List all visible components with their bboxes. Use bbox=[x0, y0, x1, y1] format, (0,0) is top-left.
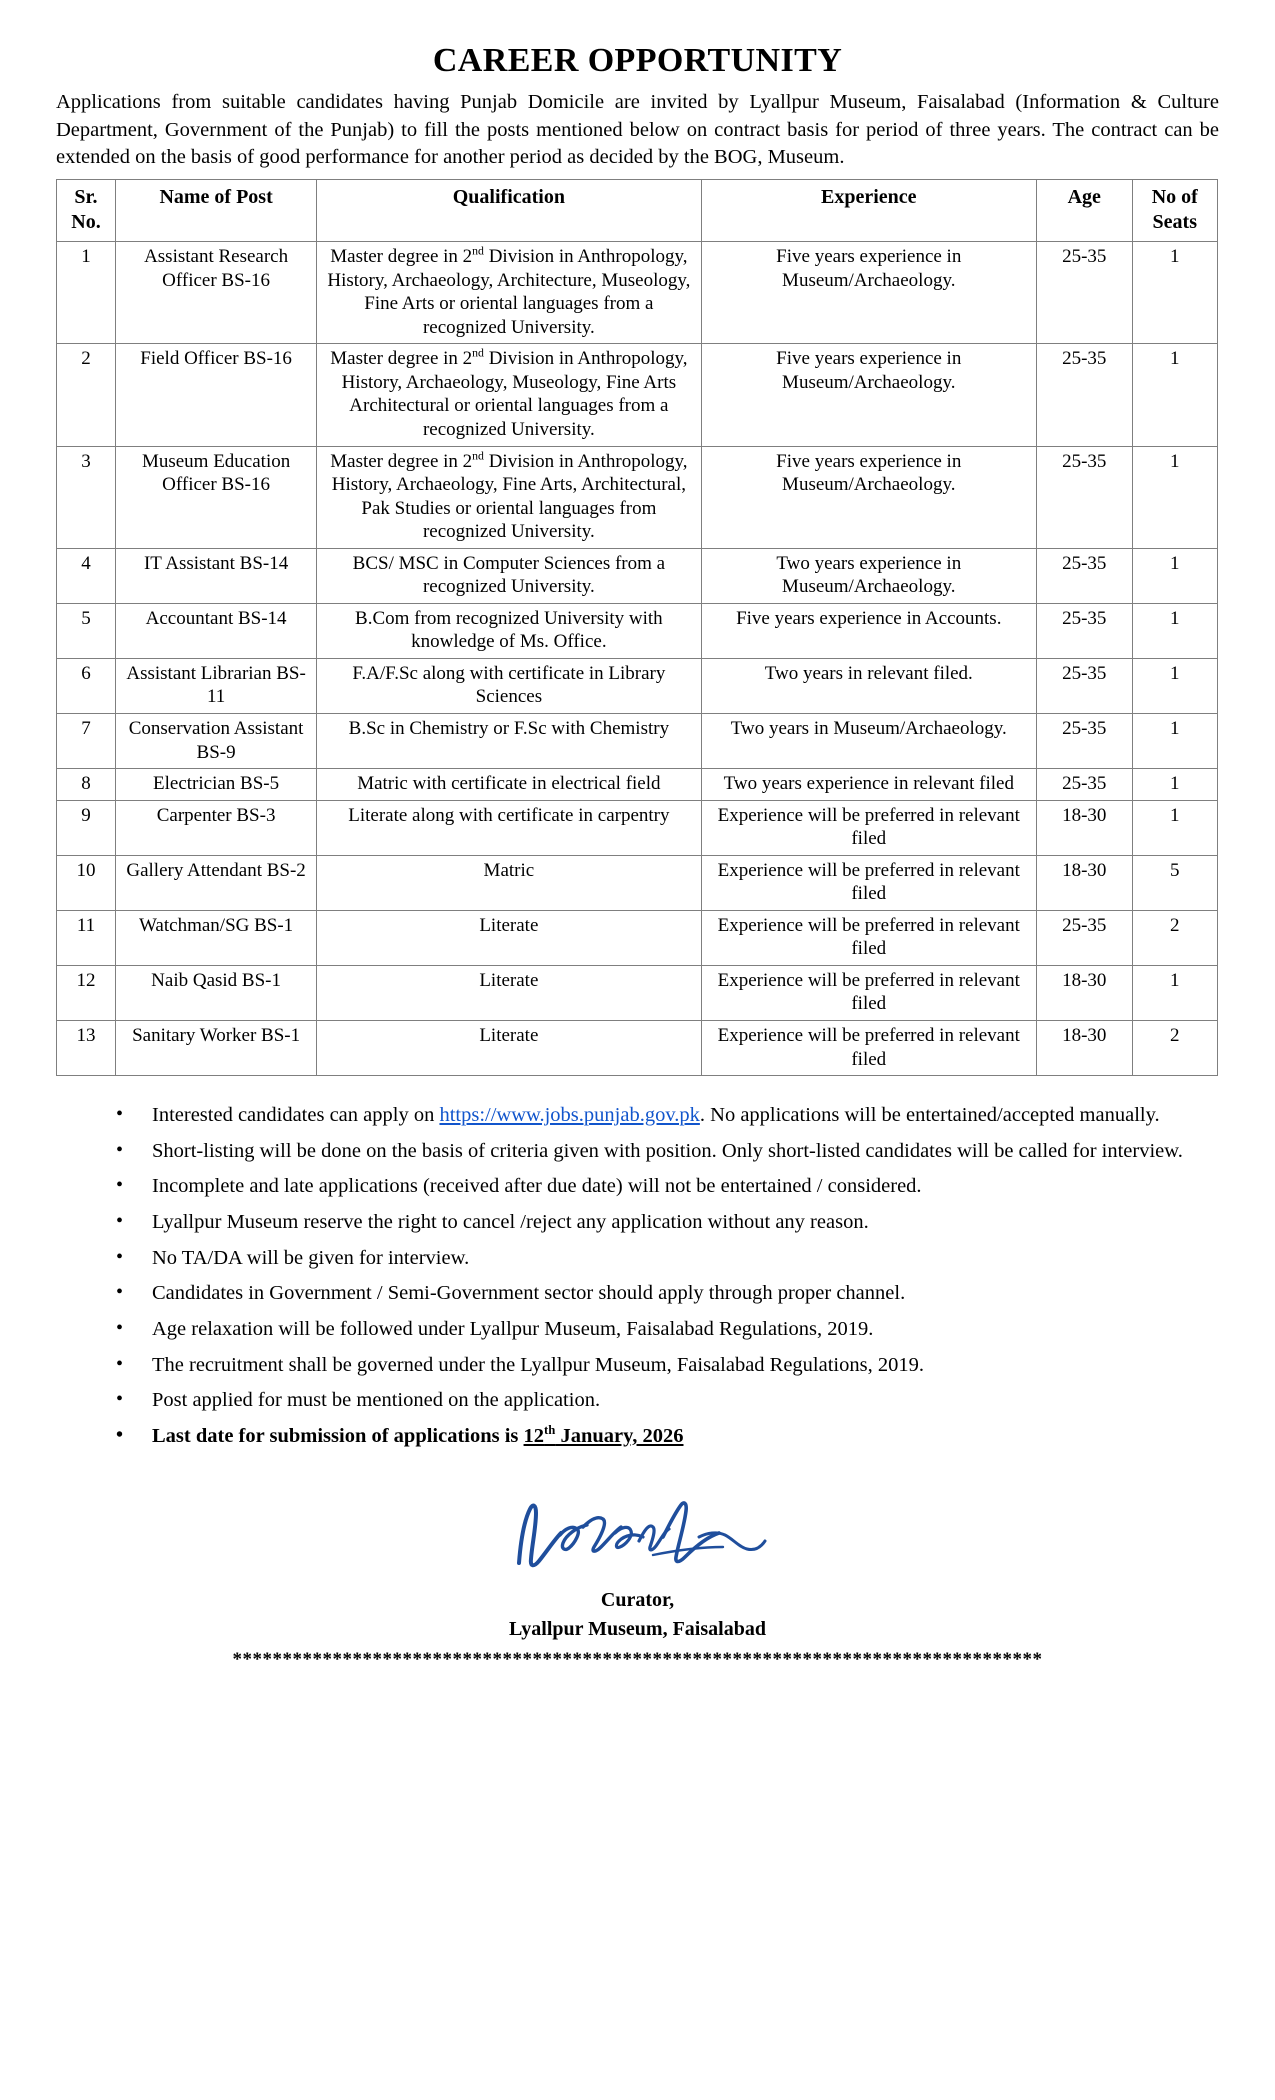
cell-qualification bbox=[317, 344, 701, 446]
sr-no-line-2: No. bbox=[71, 210, 101, 233]
cell-experience: Five years experience in Museum/Archaeology. bbox=[701, 344, 1036, 446]
cell-no-of-seats: 1 bbox=[1132, 603, 1217, 658]
cell-no-of-seats: 1 bbox=[1132, 769, 1217, 801]
signature-block bbox=[48, 1493, 1227, 1643]
qualification-ordinal: nd bbox=[472, 244, 484, 258]
cell-qualification: Literate bbox=[317, 910, 701, 965]
last-date-day: 12 bbox=[523, 1425, 545, 1448]
cell-sr-no: 8 bbox=[57, 769, 116, 801]
cell-name-of-post: Assistant Librarian BS-11 bbox=[115, 658, 316, 713]
cell-no-of-seats: 1 bbox=[1132, 965, 1217, 1020]
cell-no-of-seats: 1 bbox=[1132, 658, 1217, 713]
jobs-portal-link[interactable]: https://www.jobs.punjab.gov.pk bbox=[439, 1104, 700, 1127]
column-header-experience: Experience bbox=[701, 180, 1036, 242]
cell-name-of-post: Museum Education Officer BS-16 bbox=[115, 446, 316, 548]
cell-name-of-post: Assistant Research Officer BS-16 bbox=[115, 242, 316, 344]
cell-qualification bbox=[317, 242, 701, 344]
cell-experience: Experience will be preferred in relevant filed bbox=[701, 1021, 1036, 1076]
cell-qualification: Literate bbox=[317, 965, 701, 1020]
cell-qualification: Matric with certificate in electrical field bbox=[317, 769, 701, 801]
cell-name-of-post: Carpenter BS-3 bbox=[115, 800, 316, 855]
table-row bbox=[57, 344, 1218, 446]
column-header-age: Age bbox=[1037, 180, 1133, 242]
cell-experience: Five years experience in Museum/Archaeology. bbox=[701, 242, 1036, 344]
last-date-value bbox=[524, 1425, 684, 1447]
cell-experience: Two years experience in Museum/Archaeology. bbox=[701, 548, 1036, 603]
cell-qualification bbox=[317, 446, 701, 548]
cell-qualification: B.Com from recognized University with knowledge of Ms. Office. bbox=[317, 603, 701, 658]
cell-experience: Experience will be preferred in relevant filed bbox=[701, 855, 1036, 910]
cell-experience: Experience will be preferred in relevant filed bbox=[701, 800, 1036, 855]
cell-age: 25-35 bbox=[1037, 603, 1133, 658]
cell-experience: Two years in Museum/Archaeology. bbox=[701, 713, 1036, 768]
cell-no-of-seats: 1 bbox=[1132, 344, 1217, 446]
cell-name-of-post: Naib Qasid BS-1 bbox=[115, 965, 316, 1020]
organisation-name: Lyallpur Museum, Faisalabad bbox=[509, 1617, 766, 1640]
cell-name-of-post: Electrician BS-5 bbox=[115, 769, 316, 801]
table-row bbox=[57, 658, 1218, 713]
cell-qualification: F.A/F.Sc along with certificate in Library Sciences bbox=[317, 658, 701, 713]
cell-sr-no: 7 bbox=[57, 713, 116, 768]
cell-experience: Five years experience in Museum/Archaeology. bbox=[701, 446, 1036, 548]
no-of-seats-line-1: No of bbox=[1151, 186, 1198, 209]
notes-list bbox=[48, 1102, 1227, 1451]
list-item: • Lyallpur Museum reserve the right to cancel /reject any application without any reason. bbox=[148, 1209, 1197, 1237]
cell-name-of-post: Gallery Attendant BS-2 bbox=[115, 855, 316, 910]
qualification-text-suffix: Division in Anthropology, History, Archaeology, Fine Arts, Architectural, Pak Studies or oriental languages from recognized University. bbox=[331, 450, 688, 543]
cell-sr-no: 12 bbox=[57, 965, 116, 1020]
list-item: • The recruitment shall be governed under the Lyallpur Museum, Faisalabad Regulations, 2019. bbox=[148, 1352, 1197, 1380]
column-header-name-of-post: Name of Post bbox=[115, 180, 316, 242]
cell-sr-no: 3 bbox=[57, 446, 116, 548]
table-row bbox=[57, 1021, 1218, 1076]
qualification-text-prefix: Master degree in 2 bbox=[330, 348, 473, 370]
column-header-qualification: Qualification bbox=[317, 180, 701, 242]
cell-no-of-seats: 1 bbox=[1132, 713, 1217, 768]
qualification-text-prefix: Master degree in 2 bbox=[330, 246, 473, 268]
cell-no-of-seats: 1 bbox=[1132, 446, 1217, 548]
cell-experience: Five years experience in Accounts. bbox=[701, 603, 1036, 658]
sr-no-line-1: Sr. bbox=[74, 186, 98, 209]
separator-line: ********************************************************************************* bbox=[232, 1648, 1043, 1670]
list-item: • Age relaxation will be followed under Lyallpur Museum, Faisalabad Regulations, 2019. bbox=[148, 1316, 1197, 1344]
table-row bbox=[57, 800, 1218, 855]
cell-qualification: Matric bbox=[317, 855, 701, 910]
last-date-month-year: January, 2026 bbox=[555, 1425, 684, 1448]
cell-sr-no: 6 bbox=[57, 658, 116, 713]
cell-sr-no: 4 bbox=[57, 548, 116, 603]
list-item: • Short-listing will be done on the basis of criteria given with position. Only short-listed candidates will be called for interview. bbox=[148, 1138, 1197, 1166]
cell-experience: Two years experience in relevant filed bbox=[701, 769, 1036, 801]
list-item bbox=[148, 1102, 1197, 1130]
page-title: CAREER OPPORTUNITY bbox=[432, 42, 843, 79]
cell-no-of-seats: 2 bbox=[1132, 1021, 1217, 1076]
note-1-suffix: . No applications will be entertained/accepted manually. bbox=[699, 1104, 1160, 1127]
cell-age: 25-35 bbox=[1037, 344, 1133, 446]
cell-name-of-post: Accountant BS-14 bbox=[115, 603, 316, 658]
table-row bbox=[57, 855, 1218, 910]
cell-age: 18-30 bbox=[1037, 965, 1133, 1020]
cell-qualification: B.Sc in Chemistry or F.Sc with Chemistry bbox=[317, 713, 701, 768]
cell-age: 25-35 bbox=[1037, 548, 1133, 603]
table-row bbox=[57, 446, 1218, 548]
cell-age: 25-35 bbox=[1037, 242, 1133, 344]
cell-sr-no: 1 bbox=[57, 242, 116, 344]
cell-no-of-seats: 1 bbox=[1132, 242, 1217, 344]
table-row bbox=[57, 965, 1218, 1020]
qualification-ordinal: nd bbox=[472, 449, 484, 463]
cell-no-of-seats: 2 bbox=[1132, 910, 1217, 965]
cell-experience: Two years in relevant filed. bbox=[701, 658, 1036, 713]
qualification-text-suffix: Division in Anthropology, History, Archaeology, Museology, Fine Arts Architectural or oriental languages from a recognized University. bbox=[341, 348, 688, 440]
column-header-no-of-seats bbox=[1132, 180, 1217, 242]
cell-sr-no: 5 bbox=[57, 603, 116, 658]
cell-age: 25-35 bbox=[1037, 446, 1133, 548]
posts-table-body bbox=[57, 242, 1218, 1076]
no-of-seats-line-2: Seats bbox=[1152, 210, 1197, 233]
table-row bbox=[57, 910, 1218, 965]
curator-signature-icon bbox=[503, 1493, 773, 1585]
cell-name-of-post: IT Assistant BS-14 bbox=[115, 548, 316, 603]
table-row bbox=[57, 769, 1218, 801]
cell-age: 18-30 bbox=[1037, 1021, 1133, 1076]
cell-sr-no: 11 bbox=[57, 910, 116, 965]
note-1-prefix: Interested candidates can apply on bbox=[152, 1104, 440, 1127]
qualification-ordinal: nd bbox=[472, 347, 484, 360]
cell-no-of-seats: 5 bbox=[1132, 855, 1217, 910]
list-item: • No TA/DA will be given for interview. bbox=[148, 1245, 1197, 1273]
column-header-sr-no bbox=[57, 180, 116, 242]
cell-age: 18-30 bbox=[1037, 855, 1133, 910]
cell-name-of-post: Conservation Assistant BS-9 bbox=[115, 713, 316, 768]
cell-name-of-post: Sanitary Worker BS-1 bbox=[115, 1021, 316, 1076]
last-date-prefix: Last date for submission of applications is bbox=[152, 1425, 524, 1448]
cell-age: 25-35 bbox=[1037, 713, 1133, 768]
cell-sr-no: 10 bbox=[57, 855, 116, 910]
posts-table bbox=[56, 179, 1218, 1076]
cell-age: 25-35 bbox=[1037, 769, 1133, 801]
cell-qualification: BCS/ MSC in Computer Sciences from a recognized University. bbox=[317, 548, 701, 603]
cell-no-of-seats: 1 bbox=[1132, 800, 1217, 855]
cell-experience: Experience will be preferred in relevant filed bbox=[701, 965, 1036, 1020]
cell-age: 25-35 bbox=[1037, 910, 1133, 965]
cell-experience: Experience will be preferred in relevant filed bbox=[701, 910, 1036, 965]
last-date-ordinal: th bbox=[544, 1423, 556, 1438]
cell-name-of-post: Watchman/SG BS-1 bbox=[115, 910, 316, 965]
table-row bbox=[57, 713, 1218, 768]
cell-age: 18-30 bbox=[1037, 800, 1133, 855]
cell-no-of-seats: 1 bbox=[1132, 548, 1217, 603]
qualification-text-suffix: Division in Anthropology, History, Archaeology, Architecture, Museology, Fine Arts or oriental languages from a recognized University. bbox=[327, 246, 691, 338]
cell-name-of-post: Field Officer BS-16 bbox=[115, 344, 316, 446]
curator-title: Curator, bbox=[600, 1588, 675, 1611]
cell-sr-no: 13 bbox=[57, 1021, 116, 1076]
table-header-row bbox=[57, 180, 1218, 242]
qualification-text-prefix: Master degree in 2 bbox=[330, 450, 473, 472]
table-row bbox=[57, 242, 1218, 344]
table-row bbox=[57, 548, 1218, 603]
intro-paragraph: Applications from suitable candidates having Punjab Domicile are invited by Lyallpur Museum, Faisalabad (Information & Culture Department, Government of the Punjab) to fill the posts mentioned below on contract basis for period of three years. The contract can be extended on the basis of good performance for another period as decided by the BOG, Museum. bbox=[56, 91, 1219, 168]
list-item: • Post applied for must be mentioned on the application. bbox=[148, 1387, 1197, 1415]
cell-qualification: Literate along with certificate in carpentry bbox=[317, 800, 701, 855]
list-item: • Incomplete and late applications (received after due date) will not be entertained / considered. bbox=[148, 1173, 1197, 1201]
cell-sr-no: 2 bbox=[57, 344, 116, 446]
cell-qualification: Literate bbox=[317, 1021, 701, 1076]
table-row bbox=[57, 603, 1218, 658]
cell-sr-no: 9 bbox=[57, 800, 116, 855]
cell-age: 25-35 bbox=[1037, 658, 1133, 713]
list-item-last-date bbox=[148, 1423, 1197, 1451]
list-item: • Candidates in Government / Semi-Government sector should apply through proper channel. bbox=[148, 1280, 1197, 1308]
